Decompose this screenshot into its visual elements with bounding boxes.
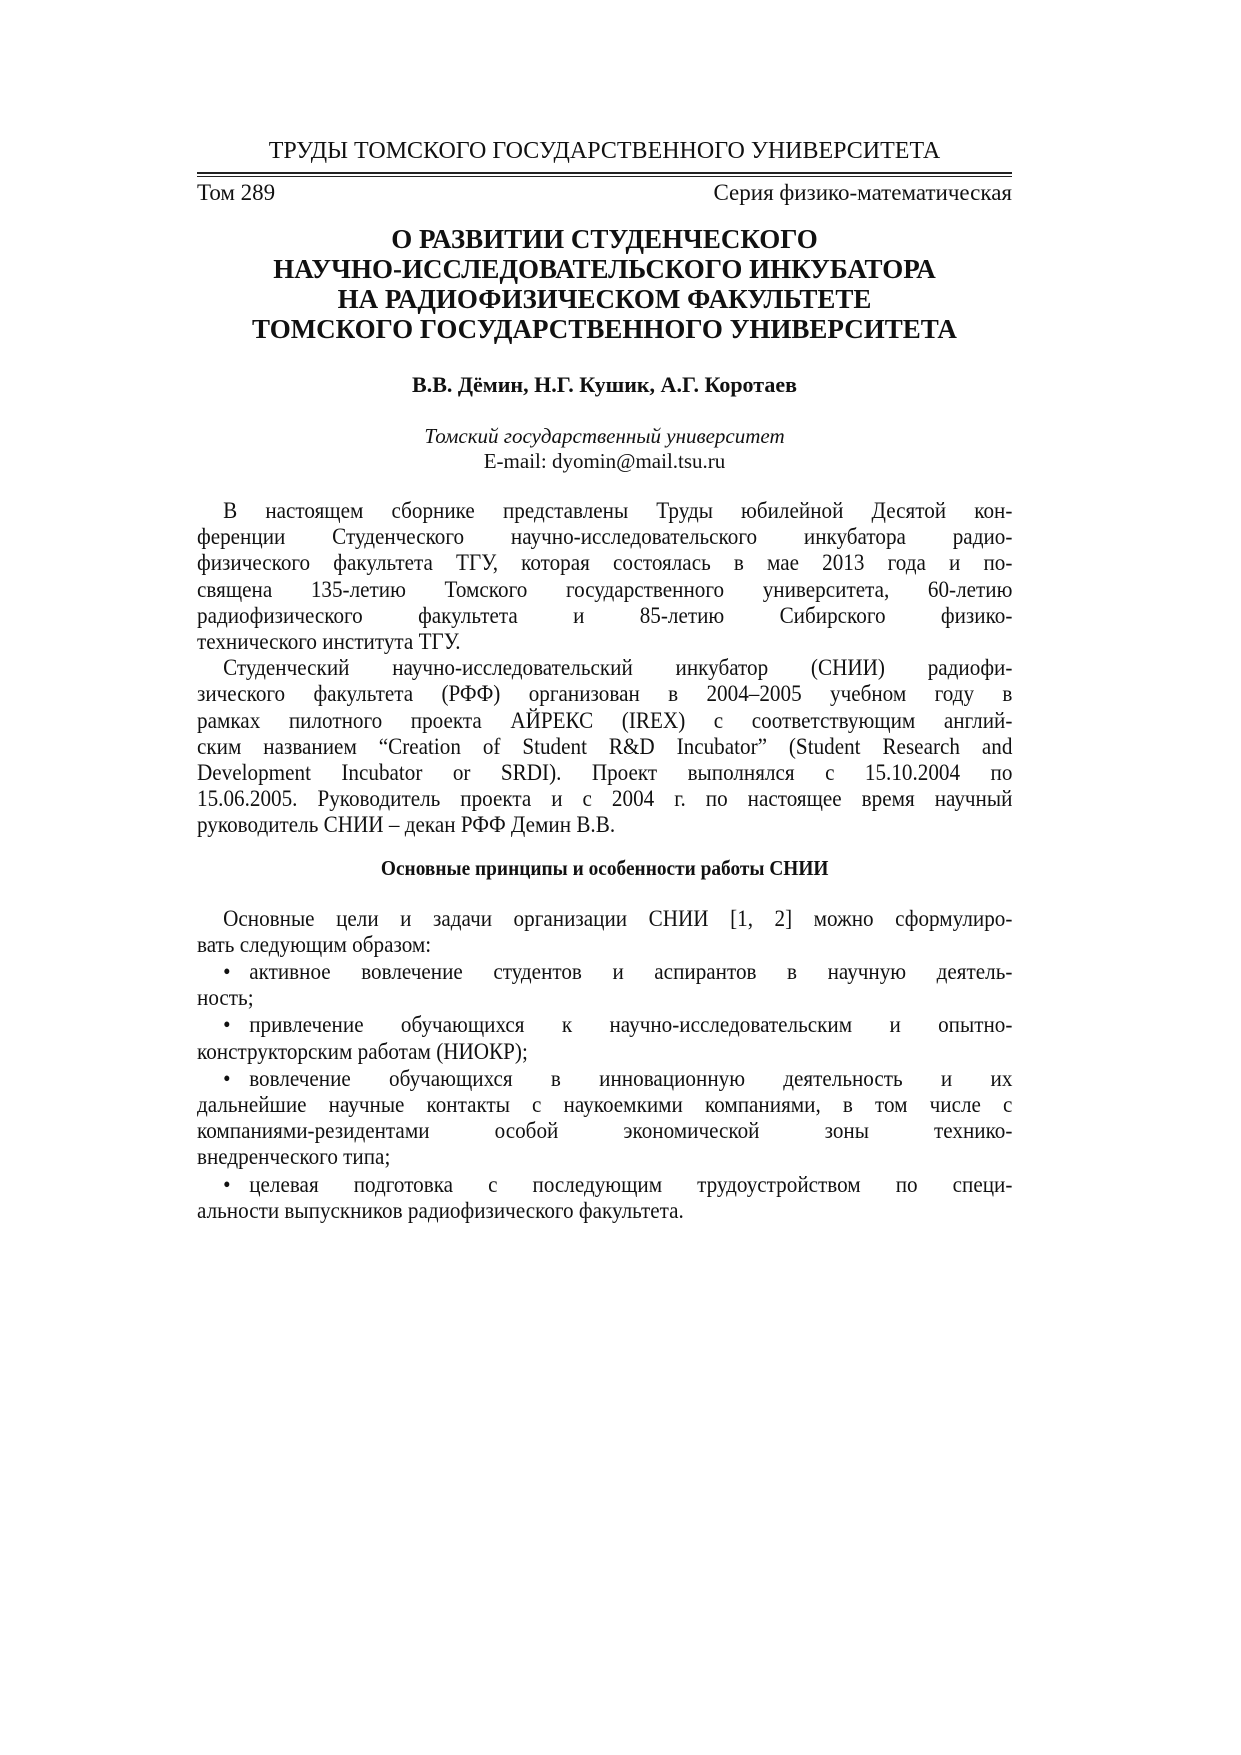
bullet-line: компаниями-резидентами особой экономической зоны технико- (197, 1118, 1013, 1145)
paragraph-line: рамках пилотного проекта АЙРЕКС (IREX) с соответствующим англий- (197, 707, 1013, 734)
series-label: Серия физико-математическая (713, 180, 1012, 205)
article-title (197, 224, 1012, 344)
bullet-text: вовлечение обучающихся в инновационную деятельность и их (249, 1065, 1013, 1092)
bullet-text: активное вовлечение студентов и аспирантов в научную деятель- (249, 959, 1013, 986)
authors: В.В. Дёмин, Н.Г. Кушик, А.Г. Коротаев (412, 372, 797, 397)
paragraph-line: В настоящем сборнике представлены Труды юбилейной Десятой кон- (223, 498, 1013, 524)
paragraph-line: Development Incubator or SRDI). Проект выполнялся с 15.10.2004 по (197, 759, 1013, 786)
paragraph-line: радиофизического факультета и 85-летию Сибирского физико- (197, 602, 1013, 629)
paragraph-line: Студенческий научно-исследовательский инкубатор (СНИИ) радиофи- (223, 655, 1013, 682)
affiliation-block (197, 424, 1012, 474)
section-intro (197, 906, 1012, 958)
paragraph-line: физического факультета ТГУ, которая состоялась в мае 2013 года и по- (197, 550, 1013, 577)
bullet-text: целевая подготовка с последующим трудоустройством по специ- (249, 1171, 1013, 1198)
bullet-line: конструкторским работам (НИОКР); (197, 1038, 528, 1065)
article-body (197, 498, 1012, 1224)
title-line: НАУЧНО-ИССЛЕДОВАТЕЛЬСКОГО ИНКУБАТОРА (273, 254, 936, 284)
paragraph-line: Основные цели и задачи организации СНИИ [1, 2] можно сформулиро- (223, 905, 1013, 932)
paragraph-line: ским названием “Creation of Student R&D Incubator” (Student Research and (197, 733, 1013, 760)
volume-label: Том 289 (197, 180, 276, 205)
bullet-line (197, 959, 1012, 985)
paragraph-line: священа 135-летию Томского государственного университета, 60-летию (197, 576, 1013, 603)
bullet-icon: • (223, 1065, 231, 1092)
bullet-line: дальнейшие научные контакты с наукоемкими компаниями, в том числе с (197, 1091, 1013, 1118)
bullet-line: альности выпускников радиофизического факультета. (197, 1197, 684, 1224)
bullet-line (197, 1012, 1012, 1038)
bullet-line: ность; (197, 985, 254, 1012)
header-meta (197, 180, 1012, 206)
bullet-item (197, 1012, 1012, 1064)
paragraph (197, 498, 1012, 655)
paragraph-line: зического факультета (РФФ) организован в 2004–2005 учебном году в (197, 681, 1013, 708)
email: E-mail: dyomin@mail.tsu.ru (483, 449, 726, 473)
paragraph-line: ференции Студенческого научно-исследовательского инкубатора радио- (197, 524, 1013, 551)
paragraph (197, 655, 1012, 838)
bullet-icon: • (223, 1012, 231, 1039)
affiliation: Томский государственный университет (424, 424, 785, 448)
title-line: О РАЗВИТИИ СТУДЕНЧЕСКОГО (391, 224, 818, 254)
bullet-line: внедренческого типа; (197, 1144, 391, 1171)
title-line: ТОМСКОГО ГОСУДАРСТВЕННОГО УНИВЕРСИТЕТА (252, 314, 957, 344)
title-line: НА РАДИОФИЗИЧЕСКОМ ФАКУЛЬТЕТЕ (337, 284, 872, 314)
bullet-item (197, 959, 1012, 1011)
paragraph-line: руководитель СНИИ – декан РФФ Демин В.В. (197, 812, 616, 839)
paragraph-line: 15.06.2005. Руководитель проекта и с 2004 г. по настоящее время научный (197, 786, 1013, 813)
bullet-line (197, 1172, 1012, 1198)
section-heading: Основные принципы и особенности работы СНИИ (380, 856, 829, 881)
journal-title: ТРУДЫ ТОМСКОГО ГОСУДАРСТВЕННОГО УНИВЕРСИТЕТА (268, 138, 941, 164)
header-rule-thin (197, 176, 1012, 177)
bullet-icon: • (223, 1171, 231, 1198)
bullet-icon: • (223, 959, 231, 986)
bullet-line (197, 1066, 1012, 1092)
header-rule (197, 172, 1012, 174)
bullet-item (197, 1172, 1012, 1224)
bullet-text: привлечение обучающихся к научно-исследовательским и опытно- (249, 1012, 1013, 1039)
paragraph-line: технического института ТГУ. (197, 628, 461, 655)
bullet-item (197, 1066, 1012, 1171)
paragraph-line: вать следующим образом: (197, 931, 432, 958)
